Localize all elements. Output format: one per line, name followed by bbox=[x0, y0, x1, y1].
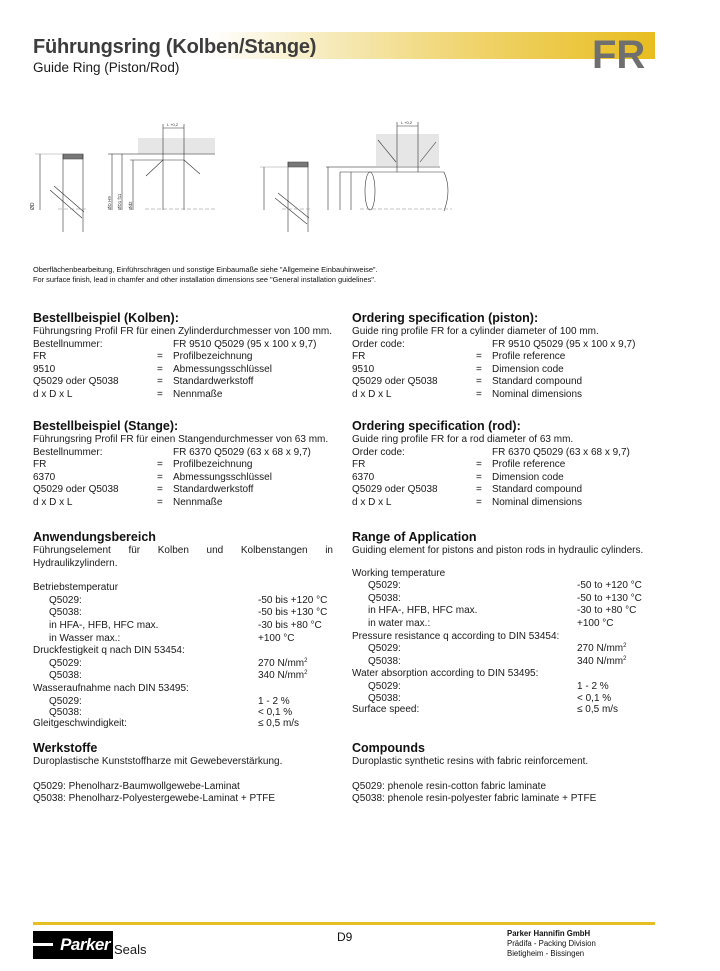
def-equals: = bbox=[157, 363, 163, 375]
section-title: Bestellbeispiel (Stange): bbox=[33, 419, 179, 433]
def-value: Nennmaße bbox=[173, 496, 223, 508]
property-row bbox=[33, 718, 333, 731]
section-title: Werkstoffe bbox=[33, 741, 98, 755]
svg-text:L +0,2: L +0,2 bbox=[401, 120, 413, 125]
rod-groove-detail bbox=[326, 120, 452, 211]
order-code-row bbox=[33, 447, 333, 460]
page-subtitle: Guide Ring (Piston/Rod) bbox=[33, 60, 180, 75]
installation-note-de: Oberflächenbearbeitung, Einführschrägen und sonstige Einbaumaße siehe "Allgemeine Einbauhinweise". bbox=[33, 265, 378, 274]
def-equals: = bbox=[157, 484, 163, 496]
section-intro: Führungselement für Kolben und Kolbenstangen in Hydraulikzylindern. bbox=[33, 545, 333, 569]
def-key: d x D x L bbox=[33, 496, 73, 508]
def-value: Profile reference bbox=[492, 351, 566, 363]
property-value: 340 $N/mm^2$ bbox=[258, 670, 308, 682]
def-key: Q5029 oder Q5038 bbox=[33, 484, 119, 496]
property-row bbox=[352, 605, 652, 618]
installation-drawing bbox=[20, 110, 460, 250]
def-value: Standard compound bbox=[492, 376, 583, 388]
definition-row bbox=[33, 472, 333, 485]
svg-text:Ød2: Ød2 bbox=[128, 201, 133, 210]
def-equals: = bbox=[476, 484, 482, 496]
property-value: -50 bis +120 °C bbox=[258, 594, 328, 606]
property-value: < 0,1 % bbox=[258, 707, 293, 719]
parker-logo bbox=[33, 931, 113, 959]
def-key: Q5029 oder Q5038 bbox=[33, 376, 119, 388]
def-value: Standardwerkstoff bbox=[173, 376, 254, 388]
def-equals: = bbox=[476, 496, 482, 508]
property-value: 1 - 2 % bbox=[258, 695, 290, 707]
svg-text:ØD1 f11: ØD1 f11 bbox=[117, 193, 122, 210]
def-value: Nominal dimensions bbox=[492, 496, 583, 508]
def-value: Profilbezeichnung bbox=[173, 459, 253, 471]
property-key: Q5029: bbox=[49, 594, 82, 606]
def-key: 6370 bbox=[352, 471, 375, 483]
property-key: Q5038: bbox=[49, 670, 82, 682]
def-equals: = bbox=[476, 459, 482, 471]
def-key: FR bbox=[352, 351, 366, 363]
def-value: Profilbezeichnung bbox=[173, 351, 253, 363]
compound-item: Q5038: phenole resin-polyester fabric laminate + PTFE bbox=[352, 793, 597, 805]
def-key: d x D x L bbox=[352, 496, 392, 508]
property-key: Gleitgeschwindigkeit: bbox=[33, 718, 127, 730]
property-row bbox=[33, 595, 333, 608]
section-title: Ordering specification (piston): bbox=[352, 311, 539, 325]
def-equals: = bbox=[157, 496, 163, 508]
section-intro: Duroplastische Kunststoffharze mit Gewebeverstärkung. bbox=[33, 756, 283, 767]
property-row bbox=[33, 658, 333, 671]
property-value: -30 to +80 °C bbox=[577, 605, 637, 617]
property-value: 270 $N/mm^2$ bbox=[577, 643, 627, 655]
property-row bbox=[352, 694, 652, 704]
definition-row bbox=[33, 376, 333, 389]
compound-item: Q5029: Phenolharz-Baumwollgewebe-Laminat bbox=[33, 780, 240, 792]
section-intro: Duroplastic synthetic resins with fabric reinforcement. bbox=[352, 756, 589, 767]
property-key: Q5029: bbox=[49, 657, 82, 669]
compounds-de bbox=[33, 741, 333, 806]
property-value: < 0,1 % bbox=[577, 692, 612, 704]
def-value: Dimension code bbox=[492, 471, 564, 483]
profile-code-badge: FR bbox=[592, 33, 646, 77]
property-key: in HFA-, HFB, HFC max. bbox=[49, 619, 159, 631]
property-key: Q5029: bbox=[49, 695, 82, 707]
temperature-label: Betriebstemperatur bbox=[33, 582, 119, 594]
property-key: Q5038: bbox=[368, 655, 401, 667]
order-piston-de bbox=[33, 311, 333, 402]
property-row bbox=[352, 593, 652, 606]
temperature-label: Working temperature bbox=[352, 567, 446, 579]
definition-row bbox=[33, 459, 333, 472]
def-key: d x D x L bbox=[33, 388, 73, 400]
company-info bbox=[507, 929, 596, 959]
def-value: Abmessungsschlüssel bbox=[173, 363, 272, 375]
section-title: Range of Application bbox=[352, 530, 477, 544]
property-row bbox=[33, 620, 333, 633]
property-value: 1 - 2 % bbox=[577, 680, 609, 692]
def-key: FR bbox=[33, 351, 47, 363]
def-value: Nennmaße bbox=[173, 388, 223, 400]
page-number: D9 bbox=[337, 930, 353, 944]
def-value: Standardwerkstoff bbox=[173, 484, 254, 496]
property-row bbox=[352, 643, 652, 656]
def-equals: = bbox=[476, 376, 482, 388]
order-code-label: Order code: bbox=[352, 446, 405, 458]
property-value: 270 $N/mm^2$ bbox=[258, 657, 308, 669]
property-row bbox=[352, 618, 652, 631]
order-code-row bbox=[33, 339, 333, 352]
application-de bbox=[33, 530, 333, 731]
section-intro: Guiding element for pistons and piston rods in hydraulic cylinders. bbox=[352, 545, 644, 556]
compound-item: Q5038: Phenolharz-Polyestergewebe-Laminat + PTFE bbox=[33, 793, 276, 805]
section-title: Ordering specification (rod): bbox=[352, 419, 521, 433]
page-title: Führungsring (Kolben/Stange) bbox=[33, 36, 317, 58]
order-rod-en bbox=[352, 419, 652, 510]
property-value: +100 °C bbox=[258, 632, 295, 644]
property-key: Surface speed: bbox=[352, 703, 420, 715]
def-equals: = bbox=[157, 388, 163, 400]
property-row bbox=[33, 607, 333, 620]
order-code-value: FR 9510 Q5029 (95 x 100 x 9,7) bbox=[492, 338, 636, 350]
property-value: -50 bis +130 °C bbox=[258, 607, 328, 619]
definition-row bbox=[352, 472, 652, 485]
property-value: 340 $N/mm^2$ bbox=[577, 655, 627, 667]
installation-note bbox=[33, 265, 378, 285]
def-value: Abmessungsschlüssel bbox=[173, 471, 272, 483]
order-code-row bbox=[352, 339, 652, 352]
definition-row bbox=[33, 484, 333, 497]
def-key: 9510 bbox=[33, 363, 56, 375]
order-code-label: Order code: bbox=[352, 338, 405, 350]
def-key: Q5029 oder Q5038 bbox=[352, 376, 438, 388]
definition-row bbox=[33, 364, 333, 377]
property-value: -30 bis +80 °C bbox=[258, 619, 322, 631]
order-code-label: Bestellnummer: bbox=[33, 446, 103, 458]
order-code-label: Bestellnummer: bbox=[33, 338, 103, 350]
property-value: ≤ 0,5 m/s bbox=[258, 718, 300, 730]
def-key: FR bbox=[352, 459, 366, 471]
def-value: Standard compound bbox=[492, 484, 583, 496]
water-label: Wasseraufnahme nach DIN 53495: bbox=[33, 682, 189, 694]
piston-ring-section bbox=[30, 154, 88, 232]
property-key: Q5038: bbox=[368, 592, 401, 604]
property-key: in water max.: bbox=[368, 617, 431, 629]
compounds-en bbox=[352, 741, 652, 806]
section-intro: Guide ring profile FR for a rod diameter of 63 mm. bbox=[352, 434, 574, 445]
footer-divider bbox=[33, 922, 655, 925]
definition-row bbox=[352, 376, 652, 389]
property-row bbox=[33, 633, 333, 646]
property-key: Q5038: bbox=[368, 692, 401, 704]
section-intro: Führungsring Profil FR für einen Zylinderdurchmesser von 100 mm. bbox=[33, 326, 333, 337]
def-key: 6370 bbox=[33, 471, 56, 483]
section-intro: Führungsring Profil FR für einen Stangendurchmesser von 63 mm. bbox=[33, 434, 329, 445]
installation-note-en: For surface finish, lead in chamfer and other installation dimensions see "General installation guidelines". bbox=[33, 275, 376, 284]
logo-bar-icon bbox=[33, 943, 53, 946]
definition-row bbox=[352, 351, 652, 364]
section-title: Compounds bbox=[352, 741, 425, 755]
definition-row bbox=[352, 389, 652, 402]
def-equals: = bbox=[157, 376, 163, 388]
def-equals: = bbox=[157, 459, 163, 471]
property-key: in Wasser max.: bbox=[49, 632, 121, 644]
property-row bbox=[352, 580, 652, 593]
definition-row bbox=[352, 484, 652, 497]
definition-row bbox=[33, 497, 333, 510]
definition-row bbox=[33, 351, 333, 364]
definition-row bbox=[352, 459, 652, 472]
water-label: Water absorption according to DIN 53495: bbox=[352, 668, 539, 680]
property-value: +100 °C bbox=[577, 617, 614, 629]
svg-text:L +0,2: L +0,2 bbox=[167, 122, 179, 127]
property-row bbox=[352, 704, 652, 717]
property-row bbox=[33, 670, 333, 683]
order-code-value: FR 9510 Q5029 (95 x 100 x 9,7) bbox=[173, 338, 317, 350]
company-division: Prädifa - Packing Division bbox=[507, 939, 596, 948]
property-key: Q5038: bbox=[49, 707, 82, 719]
def-key: FR bbox=[33, 459, 47, 471]
company-location: Bietigheim - Bissingen bbox=[507, 949, 585, 958]
svg-text:ØD: ØD bbox=[30, 202, 36, 210]
definition-row bbox=[352, 497, 652, 510]
property-value: -50 to +130 °C bbox=[577, 592, 642, 604]
property-value: ≤ 0,5 m/s bbox=[577, 703, 619, 715]
property-key: Q5029: bbox=[368, 580, 401, 592]
property-row bbox=[33, 708, 333, 718]
order-code-row bbox=[352, 447, 652, 460]
def-value: Profile reference bbox=[492, 459, 566, 471]
def-equals: = bbox=[476, 351, 482, 363]
property-row bbox=[352, 681, 652, 694]
property-key: Q5029: bbox=[368, 680, 401, 692]
def-value: Dimension code bbox=[492, 363, 564, 375]
property-value: -50 to +120 °C bbox=[577, 580, 642, 592]
application-en bbox=[352, 530, 652, 716]
property-key: Q5029: bbox=[368, 643, 401, 655]
definition-row bbox=[352, 364, 652, 377]
def-key: d x D x L bbox=[352, 388, 392, 400]
section-title: Anwendungsbereich bbox=[33, 530, 156, 544]
def-equals: = bbox=[157, 351, 163, 363]
property-key: in HFA-, HFB, HFC max. bbox=[368, 605, 478, 617]
def-equals: = bbox=[157, 471, 163, 483]
section-title: Bestellbeispiel (Kolben): bbox=[33, 311, 179, 325]
def-equals: = bbox=[476, 363, 482, 375]
property-key: Q5038: bbox=[49, 607, 82, 619]
def-value: Nominal dimensions bbox=[492, 388, 583, 400]
def-key: Q5029 oder Q5038 bbox=[352, 484, 438, 496]
def-key: 9510 bbox=[352, 363, 375, 375]
def-equals: = bbox=[476, 388, 482, 400]
definition-row bbox=[33, 389, 333, 402]
property-row bbox=[352, 656, 652, 669]
order-rod-de bbox=[33, 419, 333, 510]
order-code-value: FR 6370 Q5029 (63 x 68 x 9,7) bbox=[173, 446, 311, 458]
order-piston-en bbox=[352, 311, 652, 402]
svg-text:ØD H9: ØD H9 bbox=[107, 196, 112, 210]
logo-text: Parker bbox=[60, 935, 110, 954]
brand-suffix: Seals bbox=[114, 942, 147, 957]
compound-item: Q5029: phenole resin-cotton fabric laminate bbox=[352, 780, 547, 792]
company-name: Parker Hannifin GmbH bbox=[507, 929, 591, 938]
pressure-label: Pressure resistance q according to DIN 53454: bbox=[352, 630, 560, 642]
rod-ring-section bbox=[260, 162, 312, 232]
def-equals: = bbox=[476, 471, 482, 483]
piston-groove-detail bbox=[107, 122, 215, 210]
order-code-value: FR 6370 Q5029 (63 x 68 x 9,7) bbox=[492, 446, 630, 458]
pressure-label: Druckfestigkeit q nach DIN 53454: bbox=[33, 645, 185, 657]
section-intro: Guide ring profile FR for a cylinder diameter of 100 mm. bbox=[352, 326, 599, 337]
